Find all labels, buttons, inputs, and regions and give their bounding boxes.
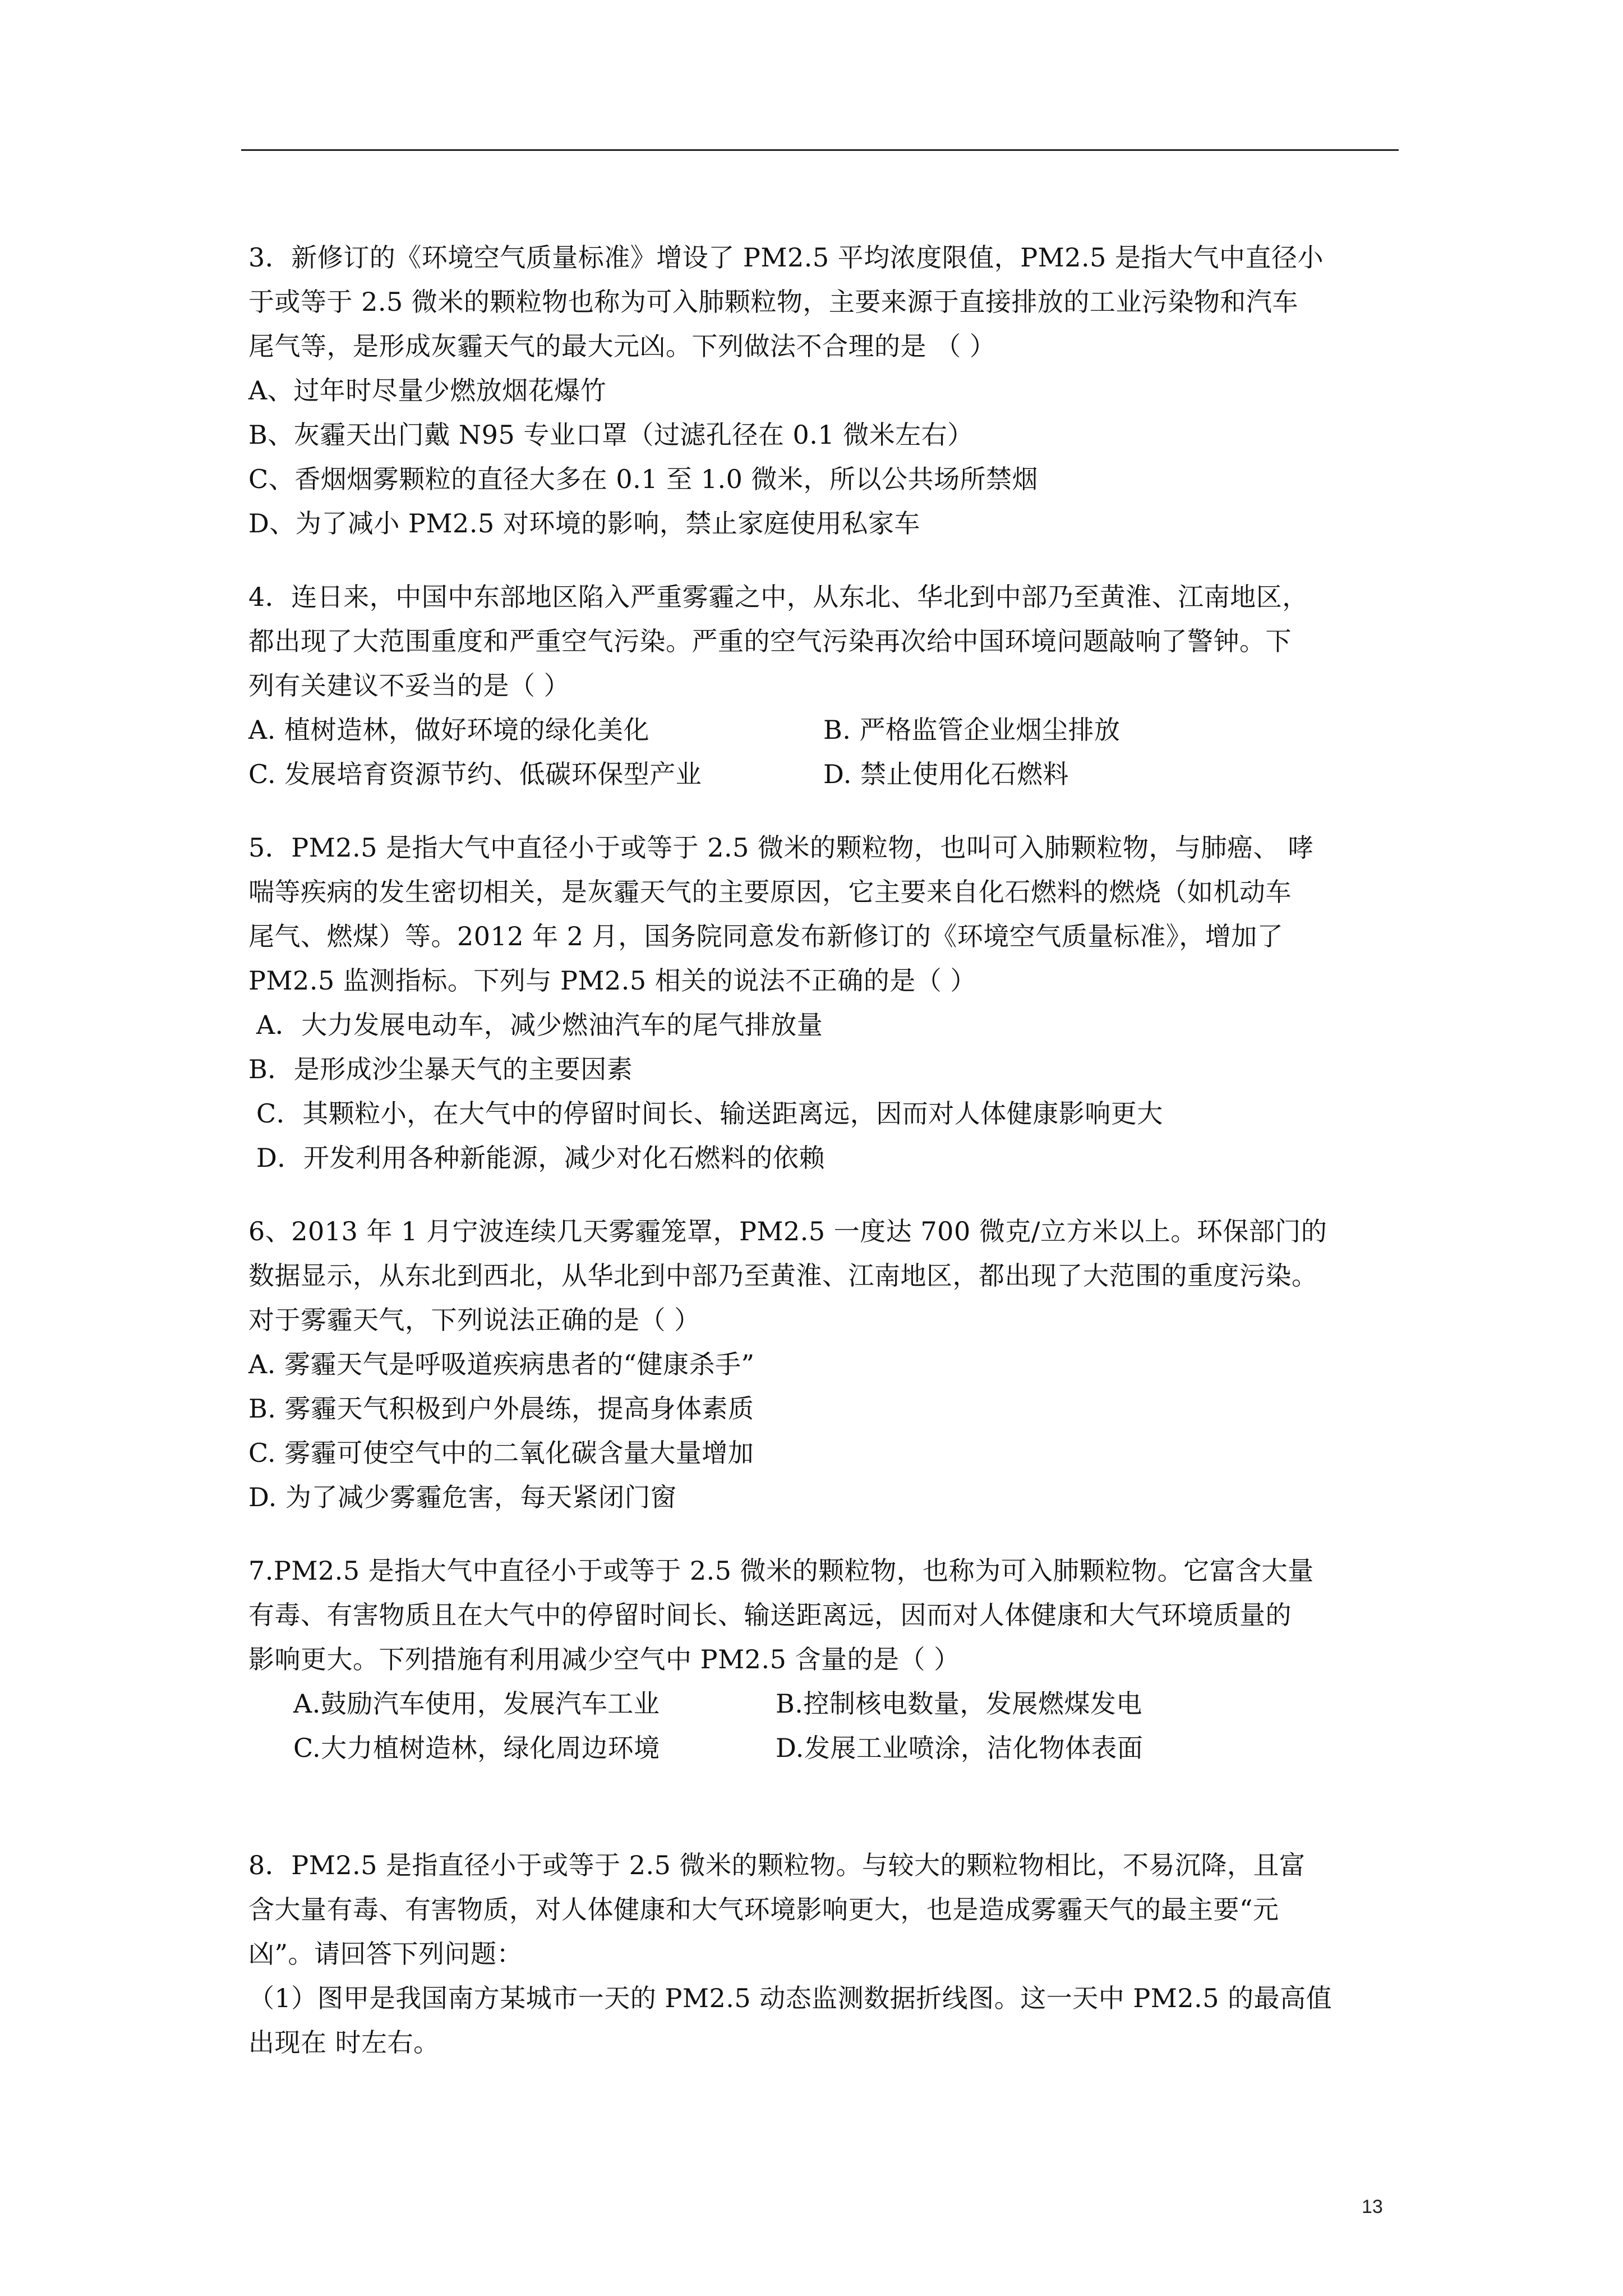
question-stem-line: 影响更大。下列措施有利用减少空气中 PM2.5 含量的是（ ）: [248, 1644, 960, 1674]
option-d: D. 为了减少雾霾危害，每天紧闭门窗: [248, 1482, 677, 1512]
option-d: D. 禁止使用化石燃料: [823, 759, 1069, 789]
question-3: [248, 236, 1398, 546]
question-stem-line: 7.PM2.5 是指大气中直径小于或等于 2.5 微米的颗粒物，也称为可入肺颗粒物。它富含大量: [248, 1556, 1314, 1586]
question-stem-line: 有毒、有害物质且在大气中的停留时间长、输送距离远，因而对人体健康和大气环境质量的: [248, 1600, 1292, 1630]
question-stem-line: 于或等于 2.5 微米的颗粒物也称为可入肺颗粒物，主要来源于直接排放的工业污染物和汽车: [248, 287, 1298, 317]
option-c: C、香烟烟雾颗粒的直径大多在 0.1 至 1.0 微米，所以公共场所禁烟: [248, 464, 1038, 494]
option-b: B、灰霾天出门戴 N95 专业口罩（过滤孔径在 0.1 微米左右）: [248, 420, 974, 450]
options-row: [248, 752, 1398, 797]
option-d: D、为了减小 PM2.5 对环境的影响，禁止家庭使用私家车: [248, 508, 920, 539]
question-stem-line: 对于雾霾天气，下列说法正确的是（ ）: [248, 1305, 700, 1335]
question-6: [248, 1209, 1398, 1520]
question-stem-line: 喘等疾病的发生密切相关，是灰霾天气的主要原因，它主要来自化石燃料的燃烧（如机动车: [248, 877, 1292, 907]
page-content: [248, 236, 1398, 2065]
option-a: A. 植树造林，做好环境的绿化美化: [248, 715, 649, 745]
option-a: A．大力发展电动车，减少燃油汽车的尾气排放量: [256, 1010, 823, 1040]
question-stem-line: 5．PM2.5 是指大气中直径小于或等于 2.5 微米的颗粒物，也叫可入肺颗粒物，与肺癌、 哮: [248, 832, 1314, 863]
option-a: A、过年时尽量少燃放烟花爆竹: [248, 375, 607, 406]
option-d: D.发展工业喷涂，洁化物体表面: [776, 1733, 1144, 1763]
question-5: [248, 826, 1398, 1180]
sub-question-line: 出现在 时左右。: [248, 2027, 440, 2058]
options-row: [248, 1726, 1398, 1770]
sub-question-line: （1）图甲是我国南方某城市一天的 PM2.5 动态监测数据折线图。这一天中 PM2.5 的最高值: [248, 1983, 1332, 2013]
question-stem-line: 凶”。请回答下列问题：: [248, 1939, 523, 1969]
options-row: [248, 1682, 1398, 1726]
option-c: C. 发展培育资源节约、低碳环保型产业: [248, 759, 702, 789]
option-c: C．其颗粒小，在大气中的停留时间长、输送距离远，因而对人体健康影响更大: [256, 1098, 1163, 1129]
question-stem-line: 列有关建议不妥当的是（ ）: [248, 670, 570, 701]
option-a: A.鼓励汽车使用，发展汽车工业: [293, 1688, 660, 1719]
question-stem-line: 尾气等，是形成灰霾天气的最大元凶。下列做法不合理的是 （ ）: [248, 331, 996, 361]
page-number: 13: [1362, 2196, 1383, 2217]
question-stem-line: 8．PM2.5 是指直径小于或等于 2.5 微米的颗粒物。与较大的颗粒物相比，不易沉降，且富: [248, 1850, 1306, 1880]
question-8: [248, 1843, 1398, 2065]
question-stem-line: 4．连日来，中国中东部地区陷入严重雾霾之中，从东北、华北到中部乃至黄淮、江南地区，: [248, 582, 1308, 612]
option-b: B.控制核电数量，发展燃煤发电: [776, 1688, 1142, 1719]
question-stem-line: PM2.5 监测指标。下列与 PM2.5 相关的说法不正确的是（ ）: [248, 965, 976, 996]
question-stem-line: 都出现了大范围重度和严重空气污染。严重的空气污染再次给中国环境问题敲响了警钟。下: [248, 626, 1292, 656]
options-row: [248, 708, 1398, 752]
question-7: [248, 1549, 1398, 1770]
question-stem-line: 尾气、燃煤）等。2012 年 2 月，国务院同意发布新修订的《环境空气质量标准》，增加了: [248, 921, 1284, 951]
option-d: D．开发利用各种新能源，减少对化石燃料的依赖: [256, 1143, 825, 1173]
option-c: C. 雾霾可使空气中的二氧化碳含量大量增加: [248, 1438, 754, 1468]
question-4: [248, 575, 1398, 797]
option-b: B．是形成沙尘暴天气的主要因素: [248, 1054, 633, 1084]
question-stem-line: 含大量有毒、有害物质，对人体健康和大气环境影响更大，也是造成雾霾天气的最主要“元: [248, 1894, 1279, 1925]
option-c: C.大力植树造林，绿化周边环境: [293, 1733, 660, 1763]
question-stem-line: 6、2013 年 1 月宁波连续几天雾霾笼罩，PM2.5 一度达 700 微克/立方米以上。环保部门的: [248, 1216, 1327, 1246]
header-rule: [241, 149, 1399, 151]
option-a: A. 雾霾天气是呼吸道疾病患者的“健康杀手”: [248, 1349, 755, 1379]
question-stem-line: 3．新修订的《环境空气质量标准》增设了 PM2.5 平均浓度限值，PM2.5 是指大气中直径小: [248, 242, 1324, 273]
option-b: B. 严格监管企业烟尘排放: [823, 715, 1121, 745]
option-b: B. 雾霾天气积极到户外晨练，提高身体素质: [248, 1393, 754, 1424]
question-stem-line: 数据显示，从东北到西北，从华北到中部乃至黄淮、江南地区，都出现了大范围的重度污染。: [248, 1260, 1318, 1291]
